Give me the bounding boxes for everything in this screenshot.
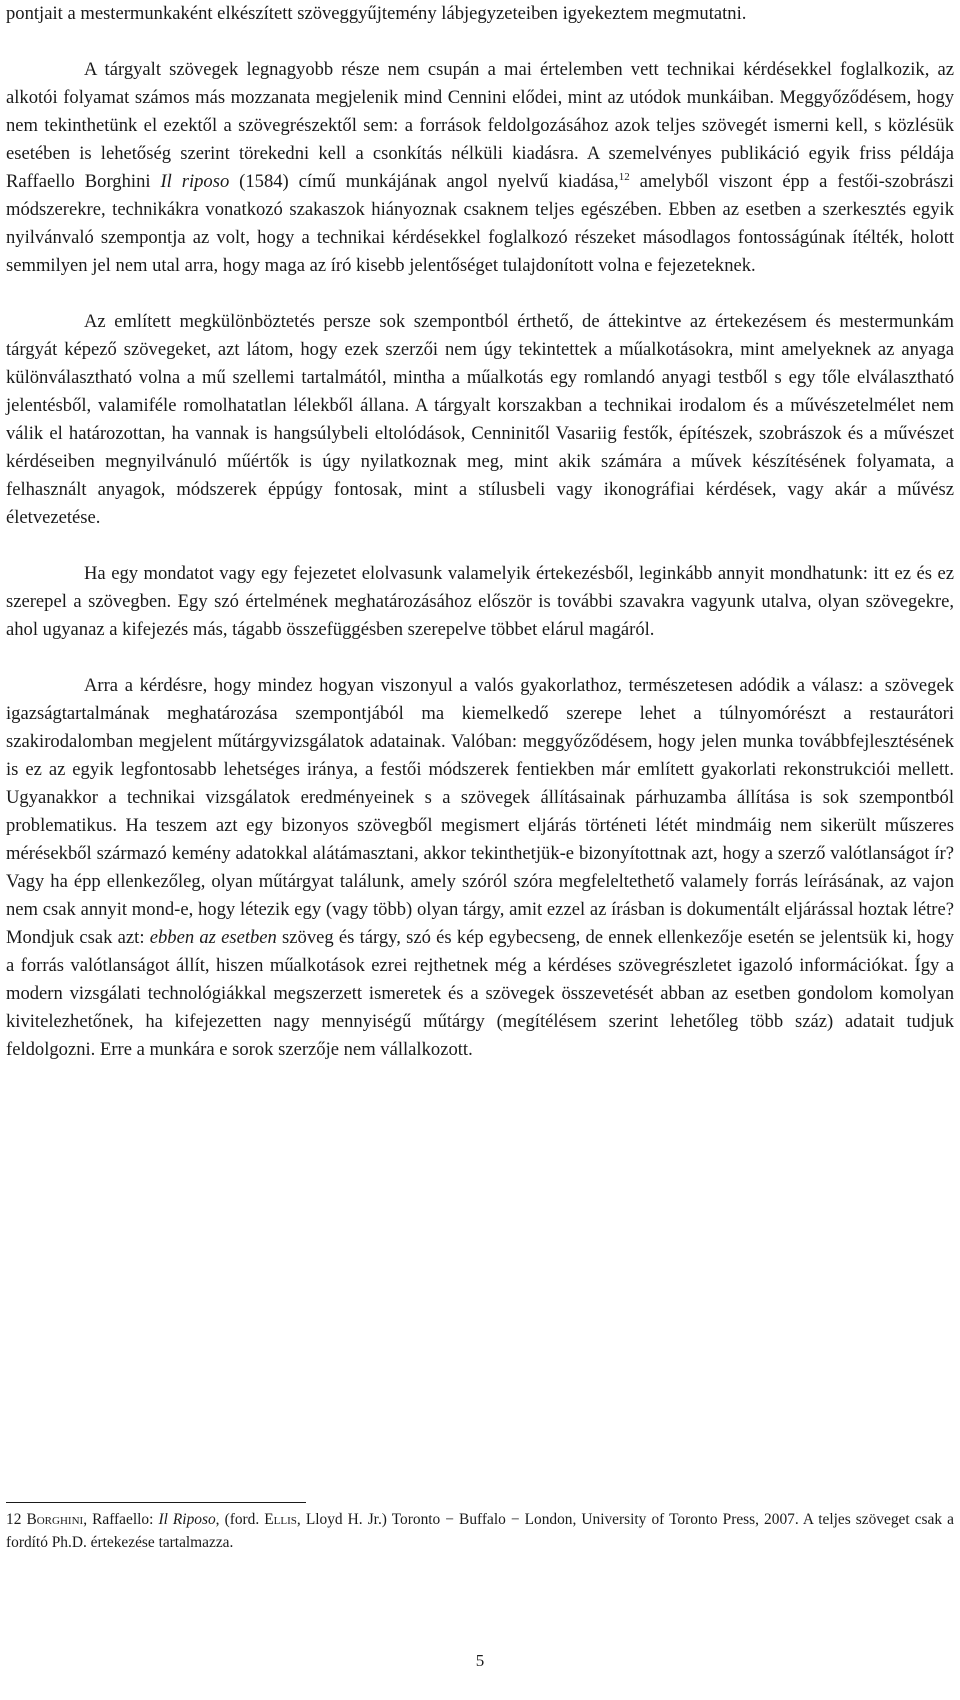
paragraph-1-text-c: amelyből viszont épp a festői-szobrászi módszerekre, technikákra vonatkozó szakaszok hiányoznak csaknem teljes egészében. Ebben az esetben a szerkesztés egyik nyilvánvaló szempontja az volt, hogy a technikai kérdésekkel foglalkozó részeket másodlagos fontosságúnak ítélték, holott semmilyen jel nem utal arra, hogy maga az író kisebb jelentőséget tulajdonított volna e fejezeteknek. — [6, 171, 954, 276]
footnote-editor: Ellis — [264, 1511, 297, 1528]
footnote-text-b: , (ford. — [215, 1511, 265, 1528]
footnote-author: Borghini — [26, 1511, 84, 1528]
emphasis-text: ebben az esetben — [149, 927, 277, 948]
paragraph-4-text-a: Arra a kérdésre, hogy mindez hogyan viszonyul a valós gyakorlathoz, természetesen adódik a válasz: a szövegek igazságtartalmának meghatározása szempontjából ma kiemelkedő szerepe lehet a túlnyomórészt a restaurátori szakirodalomban megjelent műtárgyvizsgálatok adatainak. Valóban: meggyőződésem, hogy jelen munka továbbfejlesztésének is ez az egyik legfontosabb lehetséges iránya, a festői módszerek fentiekben már említett gyakorlati rekonstrukciói mellett. Ugyanakkor a technikai vizsgálatok eredményeinek s a szövegek állításainak párhuzamba állítása is sok szempontból problematikus. Ha teszem azt egy bizonyos szövegből megismert eljárás történeti létét mindmáig nem sikerült műszeres mérésekből származó kemény adatokkal alátámasztani, akkor tekinthetjük-e bizonyítottnak azt, hogy a szerző valótlanságot ír? Vagy ha épp ellenkezőleg, olyan műtárgyat találunk, amely szóról szóra megfeleltethető valamely forrás leírásának, az vajon nem csak annyit mond-e, hogy létezik egy (vagy több) olyan tárgy, amit ezzel az írásban is dokumentált eljárással hoztak létre? Mondjuk csak azt: — [6, 675, 954, 948]
footnote-text-c: , Lloyd H. Jr.) Toronto − Buffalo − London, University of Toronto Press, 2007. A teljes szöveget csak a fordító Ph.D. értekezése tartalmazza. — [6, 1511, 954, 1551]
footnote-ref[interactable]: 12 — [618, 170, 630, 183]
page-number: 5 — [475, 1651, 485, 1670]
paragraph-4-text-b: szöveg és tárgy, szó és kép egybecseng, de ennek ellenkezője esetén se jelentsük ki, hogy a forrás valótlanságot állít, hiszen műalkotások ezrei rejthetnek még a kérdéses szövegrészletet igazoló információkat. Így a modern vizsgálati technológiákkal megszerzett ismeretek és a szövegek összevetését abban az esetben gondolom komolyan kivitelezhetőnek, ha kifejezetten nagy mennyiségű műtárgy (megítélésem szerint lehetőleg több száz) adatait tudjuk feldolgozni. Erre a munkára e sorok szerzője nem vállalkozott. — [6, 927, 954, 1060]
paragraph-1 — [6, 56, 954, 280]
footnote-divider — [6, 1502, 306, 1503]
body-text — [6, 0, 954, 1064]
footnote — [6, 1508, 954, 1554]
paragraph-continued: pontjait a mestermunkaként elkészített szöveggyűjtemény lábjegyzeteiben igyekeztem megmutatni. — [6, 3, 747, 24]
paragraph-1-text-a: A tárgyalt szövegek legnagyobb része nem csupán a mai értelemben vett technikai kérdésekkel foglalkozik, az alkotói folyamat számos más mozzanata megjelenik mind Cennini elődei, mint az utódok munkáiban. Meggyőződésem, hogy nem tekinthetünk el ezektől a szövegrészektől sem: a források feldolgozásához azok teljes szövegét ismerni kell, s közlésük esetében is lehetőség szerint törekedni kell a csonkítás nélküli kiadásra. A szemelvényes publikáció egyik friss példája Raffaello Borghini — [6, 59, 954, 192]
footnote-title: Il Riposo — [158, 1511, 216, 1528]
book-title-il-riposo: Il riposo — [160, 171, 230, 192]
paragraph-2: Az említett megkülönböztetés persze sok szempontból érthető, de áttekintve az értekezésem és mestermunkám tárgyát képező szövegeket, azt látom, hogy ezek szerzői nem úgy tekintettek a műalkotásokra, mint amelyeknek az anyaga különválasztható volna a mű szellemi tartalmától, mintha a műalkotás egy romlandó anyagi testből s egy tőle elválasztható jelentésből, valamiféle romolhatatlan lélekből állana. A tárgyalt korszakban a technikai irodalom és a művészetelmélet nem válik el határozottan, ha vannak is hangsúlybeli eltolódások, Cenninitől Vasariig festők, építészek, szobrászok és a művészet kérdéseiben megnyilvánuló műértők is úgy nyilatkoznak meg, mint akik számára a művek készítésének folyamata, a felhasznált anyagok, módszerek éppúgy fontosak, mint a stílusbeli vagy ikonográfiai kérdések, vagy akár a művész életvezetése. — [6, 311, 954, 528]
paragraph-3: Ha egy mondatot vagy egy fejezetet elolvasunk valamelyik értekezésből, leginkább annyit mondhatunk: itt ez és ez szerepel a szövegben. Egy szó értelmének meghatározásához először is további szavakra vagyunk utalva, olyan szövegekre, ahol ugyanaz a kifejezés más, tágabb összefüggésben szerepelve többet elárul magáról. — [6, 563, 954, 640]
footnote-number: 12 — [6, 1511, 22, 1528]
paragraph-4 — [6, 672, 954, 1064]
paragraph-1-text-b: (1584) című munkájának angol nyelvű kiadása, — [229, 171, 619, 192]
footnote-text-a: , Raffaello: — [83, 1511, 159, 1528]
